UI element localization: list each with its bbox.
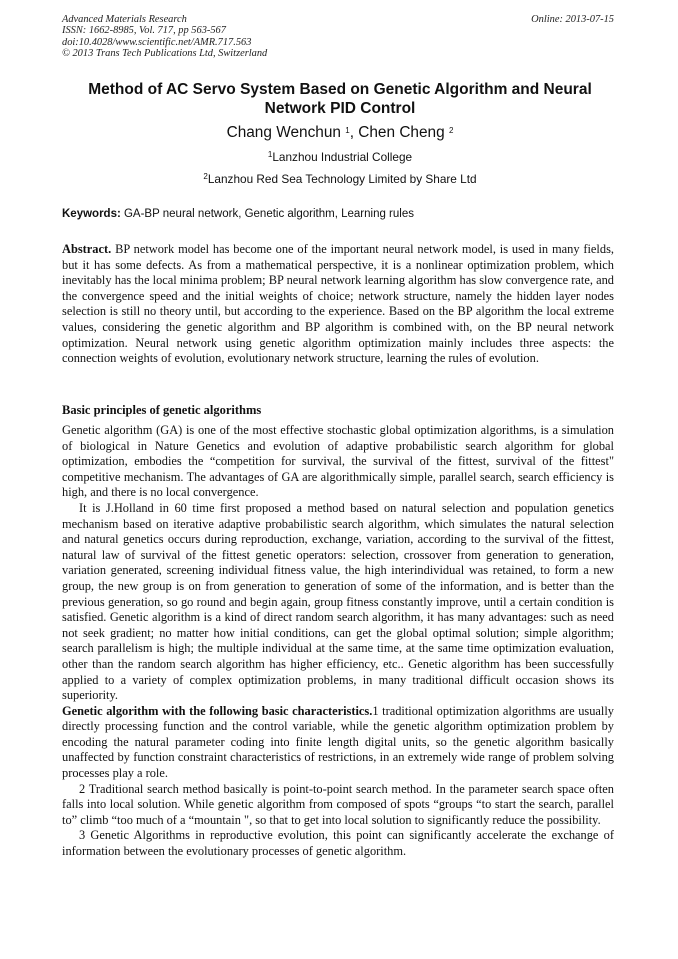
abstract xyxy=(62,242,614,367)
paragraph-3 xyxy=(62,704,614,782)
paragraph-5: 3 Genetic Algorithms in reproductive evolution, this point can significantly accelerate the exchange of information between the evolutionary processes of genetic algorithm. xyxy=(62,828,614,859)
paragraph-3-lead: Genetic algorithm with the following basic characteristics. xyxy=(62,703,373,718)
issn-line: ISSN: 1662-8985, Vol. 717, pp 563-567 xyxy=(62,25,226,37)
journal-name: Advanced Materials Research xyxy=(62,14,187,25)
affiliation-1-mark: 1 xyxy=(267,150,273,159)
author-separator: , xyxy=(349,124,359,141)
paragraph-1: Genetic algorithm (GA) is one of the most effective stochastic global optimization algorithms, is a simulation of biological in Nature Genetics and evolution of adaptive probabilistic search algorithm for global optimization, embodies the “competition for survival, the survival of the fittest, survival of the fittest" competitive mechanism. The advantages of GA are algorithmically simple, parallel search, search efficiency is high, and there is no local convergence. xyxy=(62,423,614,500)
affiliation-2 xyxy=(60,172,620,186)
keywords-text: GA-BP neural network, Genetic algorithm, Learning rules xyxy=(120,208,414,220)
author-1-affiliation-mark: 1 xyxy=(345,126,350,135)
author-2-affiliation-mark: 2 xyxy=(448,126,454,135)
author-list xyxy=(60,123,620,143)
abstract-paragraph xyxy=(62,242,614,367)
abstract-label: Abstract. xyxy=(62,242,112,256)
affiliation-1-text: Lanzhou Industrial College xyxy=(272,150,413,164)
paragraph-4: 2 Traditional search method basically is point-to-point search method. In the parameter search space often falls into local solution. While genetic algorithm from composed of spots “groups “to start the search, parallel to” climb “too much of a “mountain ", so that to get into local solution to significantly reduce the possibility. xyxy=(62,781,614,827)
doi-line: doi:10.4028/www.scientific.net/AMR.717.563 xyxy=(62,36,252,48)
paragraph-2: It is J.Holland in 60 time first proposed a method based on natural selection and population genetics mechanism based on iterative adaptive probabilistic search algorithm, which simulates the natural selection and natural genetics occurs during reproduction, exchange, variation, according to the survival of the fittest, natural law of survival of the fittest genetic operators: selection, crossover from generation to generation, variation generated, screening individual fitness value, the high interindividual was retained, to form a new group, the new group is on from generation to generation of some of the information, and is better than the previous generation, so go round and begin again, group fitness constantly improve, until a certain condition is satisfied. Genetic algorithm is a kind of direct random search algorithm, it has many advantages: such as need not seek gradient; no matter how initial conditions, can get the global optimal solution; simple algorithm; search parallelism is high; the multiple individual at the same time, at the same time optimization evaluation, other than the random search algorithm has higher efficiency, etc.. Genetic algorithm has been successfully applied to a variety of complex optimization problems, in many traditional difficult occasion shows its superiority. xyxy=(62,500,614,703)
section-body xyxy=(62,423,614,860)
paper-title: Method of AC Servo System Based on Genetic Algorithm and Neural Network PID Control xyxy=(88,81,592,117)
paragraph-3-text: 1 traditional optimization algorithms are usually directly processing function and the control variable, while the genetic algorithm optimization problem by encoding the natural parameter coding into finite length digital units, so the genetic algorithm basically unaffected by function constraint characteristics of restrictions, in an extremely wide range of problem solving processes play a role. xyxy=(62,703,614,781)
online-date: Online: 2013-07-15 xyxy=(531,14,614,25)
section-heading: Basic principles of genetic algorithms xyxy=(62,403,262,417)
abstract-text: BP network model has become one of the important neural network model, is used in many fields, but it has some defects. As from a mathematical perspective, it is a nonlinear optimization problem, which inevitably has the local minima problem; BP neural network learning algorithm has slow convergence rate, and the convergence speed and the initial weights of choice; network structure, namely the hidden layer nodes selection is still no theory until, but according to the experience. Based on the BP algorithm the local extreme values, considering the genetic algorithm and BP algorithm is combined with, on the BP neural network optimization. Neural network using genetic algorithm optimization mainly includes three aspects: the connection weights of evolution, evolutionary network structure, learning the rules of evolution. xyxy=(62,242,614,366)
copyright-line: © 2013 Trans Tech Publications Ltd, Switzerland xyxy=(62,48,268,60)
journal-header xyxy=(62,14,267,60)
author-1: Chang Wenchun xyxy=(226,124,341,141)
affiliation-2-text: Lanzhou Red Sea Technology Limited by Share Ltd xyxy=(207,172,477,186)
keywords-label: Keywords: xyxy=(62,208,121,220)
author-2: Chen Cheng xyxy=(358,124,445,141)
keywords xyxy=(62,207,618,221)
affiliation-2-mark: 2 xyxy=(203,172,208,181)
affiliation-1 xyxy=(60,150,620,164)
